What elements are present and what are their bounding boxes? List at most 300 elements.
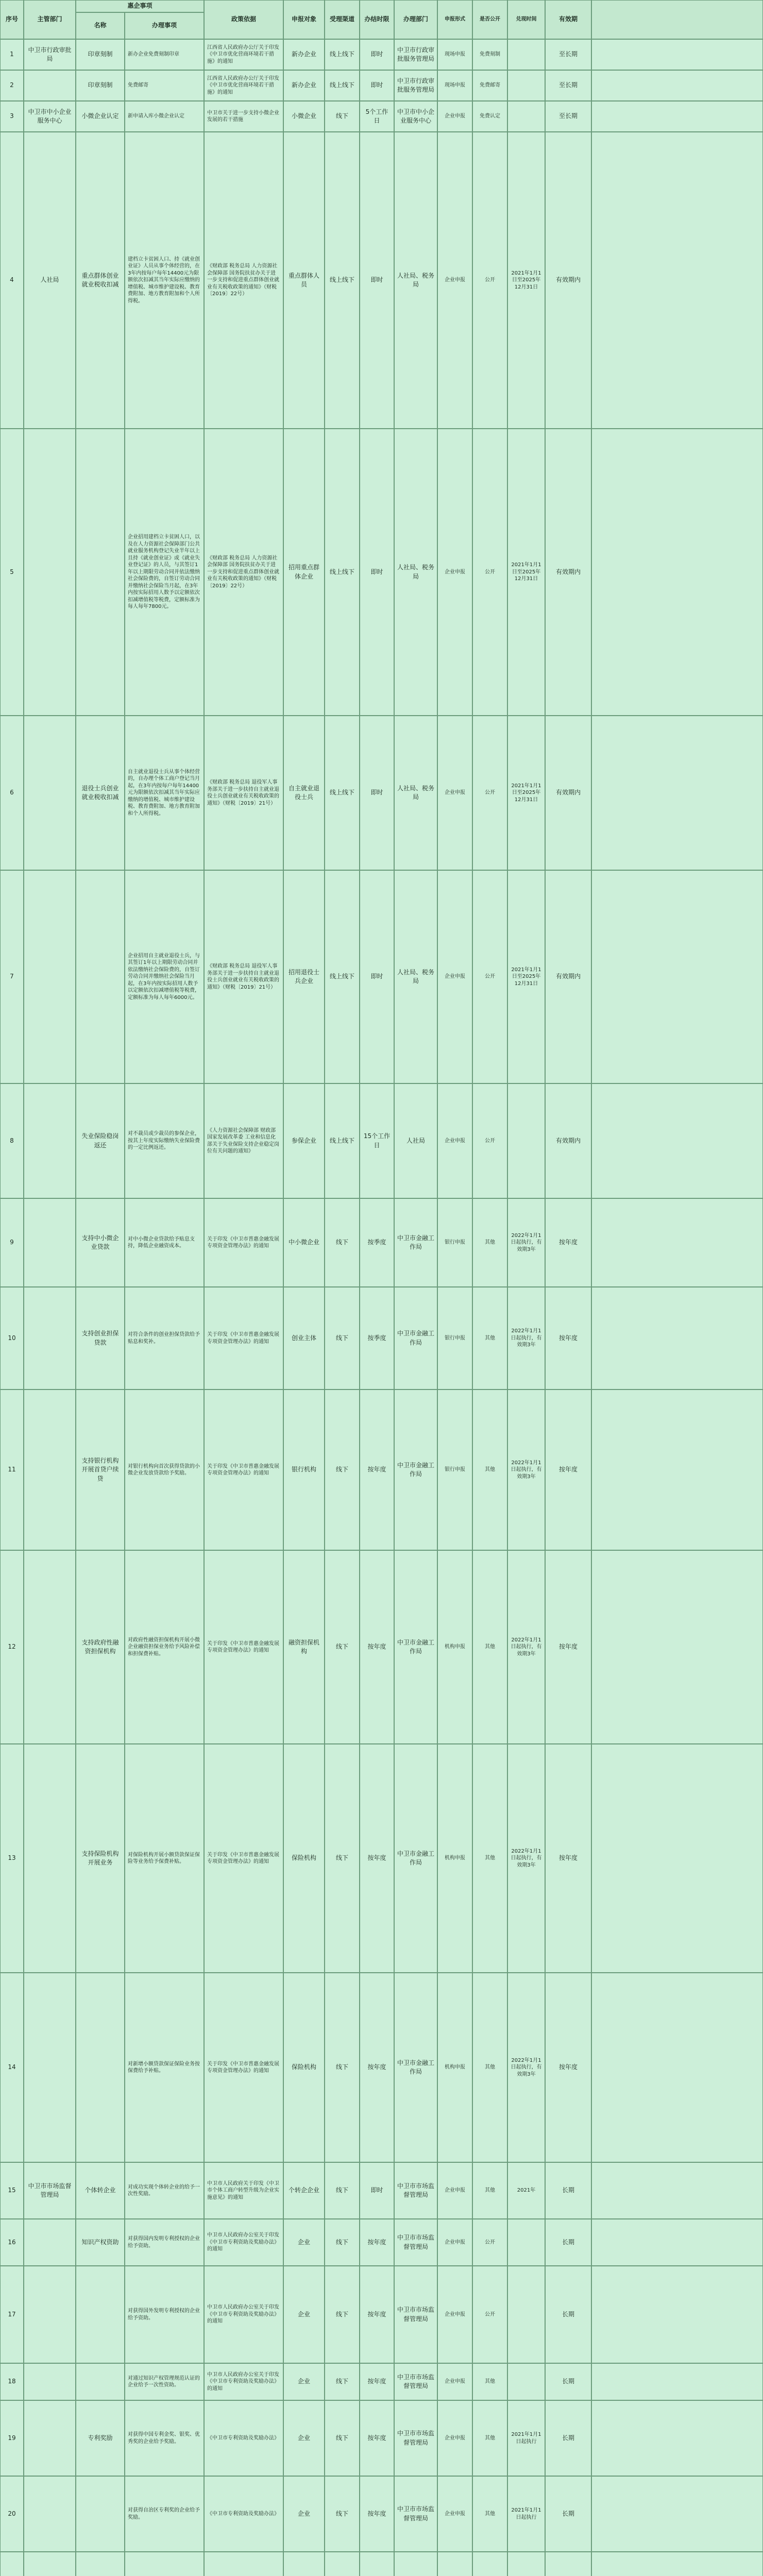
row-16-channel: 线下	[325, 2219, 360, 2266]
row-16-year	[507, 2219, 545, 2266]
row-7-channel: 线上线下	[325, 870, 360, 1083]
row-18-name	[76, 2363, 125, 2400]
row-13-validity: 按年度	[545, 1744, 591, 1973]
row-9-extra	[591, 1198, 763, 1287]
row-11-mode: 银行申报	[437, 1389, 472, 1550]
row-18-content: 对通过知识产权管理规范认证的企业给予一次性资助。	[125, 2363, 204, 2400]
row-2-content: 免费邮寄	[125, 70, 204, 101]
row-1-basis: 江西省人民政府办公厅关于印发《中卫市优化营商环境若干措施》的通知	[204, 39, 283, 70]
row-3-time: 5个工作日	[360, 101, 394, 132]
row-14-content: 对新增小额贷款保证保险业务按保费给予补贴。	[125, 1973, 204, 2162]
row-13-dept	[24, 1744, 76, 1973]
row-16-validity: 长期	[545, 2219, 591, 2266]
row-2-object: 新办企业	[283, 70, 325, 101]
row-21-mode	[437, 2552, 472, 2576]
row-9-object: 中小微企业	[283, 1198, 325, 1287]
row-17-mode: 企业申报	[437, 2266, 472, 2363]
row-18-seq: 18	[0, 2363, 24, 2400]
row-2-extra	[591, 70, 763, 101]
row-11-time: 按年度	[360, 1389, 394, 1550]
row-6-object: 自主就业退役士兵	[283, 716, 325, 870]
row-11-status: 其他	[472, 1389, 507, 1550]
row-4-basis: 《财政部 税务总局 人力资源社会保障部 国务院扶贫办关于进一步支持和促进重点群体创业就业有关税收政策的通知》（财税〔2019〕22号）	[204, 132, 283, 429]
row-19-year: 2021年1月1日起执行	[507, 2400, 545, 2476]
row-3-channel: 线下	[325, 101, 360, 132]
row-15-basis: 中卫市人民政府关于印发《中卫市个体工商户转型升级为企业实施意见》的通知	[204, 2162, 283, 2219]
row-18-handler: 中卫市市场监督管理局	[394, 2363, 437, 2400]
row-15-dept: 中卫市市场监督管理局	[24, 2162, 76, 2219]
row-18-basis: 中卫市人民政府办公室关于印发《中卫市专利资助及奖励办法》的通知	[204, 2363, 283, 2400]
row-9-dept	[24, 1198, 76, 1287]
row-7-mode: 企业申报	[437, 870, 472, 1083]
row-4-mode: 企业申报	[437, 132, 472, 429]
row-3-name: 小微企业认定	[76, 101, 125, 132]
header-dept: 主管部门	[24, 0, 76, 39]
row-2-mode: 现场申报	[437, 70, 472, 101]
row-14-time: 按年度	[360, 1973, 394, 2162]
row-15-time: 即时	[360, 2162, 394, 2219]
row-1-mode: 现场申报	[437, 39, 472, 70]
row-10-extra	[591, 1287, 763, 1389]
row-15-mode: 企业申报	[437, 2162, 472, 2219]
header-year: 兑现时间	[507, 0, 545, 39]
row-5-mode: 企业申报	[437, 429, 472, 716]
row-10-handler: 中卫市金融工作局	[394, 1287, 437, 1389]
header-seq: 序号	[0, 0, 24, 39]
row-5-time: 即时	[360, 429, 394, 716]
row-12-time: 按年度	[360, 1550, 394, 1744]
row-12-extra	[591, 1550, 763, 1744]
row-4-name: 重点群体创业就业税收扣减	[76, 132, 125, 429]
row-14-basis: 关于印发《中卫市普惠金融发展专项资金管理办法》的通知	[204, 1973, 283, 2162]
row-14-mode: 机构申报	[437, 1973, 472, 2162]
row-11-validity: 按年度	[545, 1389, 591, 1550]
row-1-dept: 中卫市行政审批局	[24, 39, 76, 70]
row-20-channel: 线下	[325, 2476, 360, 2552]
row-4-time: 即时	[360, 132, 394, 429]
row-3-mode: 企业申报	[437, 101, 472, 132]
row-16-basis: 中卫市人民政府办公室关于印发《中卫市专利资助及奖励办法》的通知	[204, 2219, 283, 2266]
row-21-validity	[545, 2552, 591, 2576]
row-17-extra	[591, 2266, 763, 2363]
row-16-name: 知识产权资助	[76, 2219, 125, 2266]
row-6-name: 退役士兵创业就业税收扣减	[76, 716, 125, 870]
row-2-handler: 中卫市行政审批服务管理局	[394, 70, 437, 101]
row-15-name: 个体转企业	[76, 2162, 125, 2219]
row-17-dept	[24, 2266, 76, 2363]
row-9-content: 对中小微企业贷款给予贴息支持，降低企业融资成本。	[125, 1198, 204, 1287]
row-18-mode: 企业申报	[437, 2363, 472, 2400]
row-9-seq: 9	[0, 1198, 24, 1287]
row-16-seq: 16	[0, 2219, 24, 2266]
row-20-basis: 《中卫市专利资助及奖励办法》	[204, 2476, 283, 2552]
row-17-basis: 中卫市人民政府办公室关于印发《中卫市专利资助及奖励办法》的通知	[204, 2266, 283, 2363]
row-8-status: 公开	[472, 1083, 507, 1198]
row-4-channel: 线上线下	[325, 132, 360, 429]
row-16-status: 公开	[472, 2219, 507, 2266]
row-12-status: 其他	[472, 1550, 507, 1744]
row-13-time: 按年度	[360, 1744, 394, 1973]
row-5-channel: 线上线下	[325, 429, 360, 716]
row-12-seq: 12	[0, 1550, 24, 1744]
row-6-content: 自主就业退役士兵从事个体经营的，自办理个体工商户登记当月起，在3年内按每户每年14400元为限额依次扣减其当年实际应缴纳的增值税、城市维护建设税、教育费附加、地方教育附加和个人所得税。	[125, 716, 204, 870]
row-11-object: 银行机构	[283, 1389, 325, 1550]
row-3-seq: 3	[0, 101, 24, 132]
row-16-mode: 企业申报	[437, 2219, 472, 2266]
row-6-channel: 线上线下	[325, 716, 360, 870]
row-21-time	[360, 2552, 394, 2576]
row-5-object: 招用重点群体企业	[283, 429, 325, 716]
row-16-content: 对获得国内发明专利授权的企业给予资助。	[125, 2219, 204, 2266]
row-7-object: 招用退役士兵企业	[283, 870, 325, 1083]
row-9-name: 支持中小微企业贷款	[76, 1198, 125, 1287]
row-19-content: 对获得中国专利金奖、银奖、优秀奖的企业给予奖励。	[125, 2400, 204, 2476]
row-10-year: 2022年1月1日起执行，有效期3年	[507, 1287, 545, 1389]
row-11-content: 对银行机构向首次获得贷款的小微企业发放贷款给予奖励。	[125, 1389, 204, 1550]
row-19-mode: 企业申报	[437, 2400, 472, 2476]
row-19-extra	[591, 2400, 763, 2476]
row-1-year	[507, 39, 545, 70]
row-13-object: 保险机构	[283, 1744, 325, 1973]
row-14-channel: 线下	[325, 1973, 360, 2162]
row-20-seq: 20	[0, 2476, 24, 2552]
row-12-validity: 按年度	[545, 1550, 591, 1744]
row-8-channel: 线上线下	[325, 1083, 360, 1198]
row-10-time: 按季度	[360, 1287, 394, 1389]
row-20-validity: 长期	[545, 2476, 591, 2552]
row-21-seq	[0, 2552, 24, 2576]
row-21-object	[283, 2552, 325, 2576]
header-sub-content: 办理事项	[125, 12, 204, 39]
row-8-handler: 人社局	[394, 1083, 437, 1198]
row-11-name: 支持银行机构开展首贷户续贷	[76, 1389, 125, 1550]
row-1-extra	[591, 39, 763, 70]
row-2-basis: 江西省人民政府办公厅关于印发《中卫市优化营商环境若干措施》的通知	[204, 70, 283, 101]
row-14-validity: 按年度	[545, 1973, 591, 2162]
row-14-year: 2022年1月1日起执行，有效期3年	[507, 1973, 545, 2162]
row-11-channel: 线下	[325, 1389, 360, 1550]
row-19-channel: 线下	[325, 2400, 360, 2476]
row-16-object: 企业	[283, 2219, 325, 2266]
header-handler: 办理部门	[394, 0, 437, 39]
row-4-validity: 有效期内	[545, 132, 591, 429]
row-12-basis: 关于印发《中卫市普惠金融发展专项资金管理办法》的通知	[204, 1550, 283, 1744]
row-8-validity: 有效期内	[545, 1083, 591, 1198]
row-21-extra	[591, 2552, 763, 2576]
row-17-object: 企业	[283, 2266, 325, 2363]
row-5-basis: 《财政部 税务总局 人力资源社会保障部 国务院扶贫办关于进一步支持和促进重点群体创业就业有关税收政策的通知》（财税〔2019〕22号）	[204, 429, 283, 716]
row-10-content: 对符合条件的创业担保贷款给予贴息和奖补。	[125, 1287, 204, 1389]
row-14-name	[76, 1973, 125, 2162]
row-10-seq: 10	[0, 1287, 24, 1389]
row-17-name	[76, 2266, 125, 2363]
row-5-name	[76, 429, 125, 716]
row-13-extra	[591, 1744, 763, 1973]
row-18-channel: 线下	[325, 2363, 360, 2400]
row-5-content: 企业招用建档立卡贫困人口，以及在人力资源社会保障部门公共就业服务机构登记失业半年以上且持《就业创业证》或《就业失业登记证》的人员，与其签订1年以上期限劳动合同并依法缴纳社会保险费的，自签订劳动合同并缴纳社会保险当月起，在3年内按实际招用人数予以定额依次扣减增值税等税费，定额标准为每人每年7800元。	[125, 429, 204, 716]
row-18-object: 企业	[283, 2363, 325, 2400]
row-15-status: 其他	[472, 2162, 507, 2219]
row-9-channel: 线下	[325, 1198, 360, 1287]
row-15-channel: 线下	[325, 2162, 360, 2219]
row-7-year: 2021年1月1日至2025年12月31日	[507, 870, 545, 1083]
row-6-handler: 人社局、税务局	[394, 716, 437, 870]
row-6-validity: 有效期内	[545, 716, 591, 870]
row-20-extra	[591, 2476, 763, 2552]
row-9-basis: 关于印发《中卫市普惠金融发展专项资金管理办法》的通知	[204, 1198, 283, 1287]
row-7-dept	[24, 870, 76, 1083]
row-10-mode: 银行申报	[437, 1287, 472, 1389]
row-18-year	[507, 2363, 545, 2400]
row-7-name	[76, 870, 125, 1083]
row-8-time: 15个工作日	[360, 1083, 394, 1198]
row-13-name: 支持保险机构开展业务	[76, 1744, 125, 1973]
row-6-seq: 6	[0, 716, 24, 870]
row-16-dept	[24, 2219, 76, 2266]
row-8-content: 对不裁员或少裁员的参保企业，按其上年度实际缴纳失业保险费的一定比例返还。	[125, 1083, 204, 1198]
row-16-extra	[591, 2219, 763, 2266]
row-19-seq: 19	[0, 2400, 24, 2476]
row-1-handler: 中卫市行政审批服务管理局	[394, 39, 437, 70]
row-20-status: 其他	[472, 2476, 507, 2552]
row-1-status: 免费刻制	[472, 39, 507, 70]
row-9-time: 按季度	[360, 1198, 394, 1287]
row-21-year	[507, 2552, 545, 2576]
row-11-seq: 11	[0, 1389, 24, 1550]
row-15-year: 2021年	[507, 2162, 545, 2219]
row-1-name: 印章刻制	[76, 39, 125, 70]
row-7-content: 企业招用自主就业退役士兵，与其签订1年以上期限劳动合同并依法缴纳社会保险费的，自签订劳动合同并缴纳社会保险当月起，在3年内按实际招用人数予以定额依次扣减增值税等税费，定额标准为每人每年6000元。	[125, 870, 204, 1083]
row-13-mode: 机构申报	[437, 1744, 472, 1973]
row-12-year: 2022年1月1日起执行，有效期3年	[507, 1550, 545, 1744]
row-17-content: 对获得国外发明专利授权的企业给予资助。	[125, 2266, 204, 2363]
row-13-basis: 关于印发《中卫市普惠金融发展专项资金管理办法》的通知	[204, 1744, 283, 1973]
row-18-time: 按年度	[360, 2363, 394, 2400]
row-20-mode: 企业申报	[437, 2476, 472, 2552]
row-11-basis: 关于印发《中卫市普惠金融发展专项资金管理办法》的通知	[204, 1389, 283, 1550]
row-5-extra	[591, 429, 763, 716]
header-extra	[591, 0, 763, 39]
row-6-time: 即时	[360, 716, 394, 870]
row-7-validity: 有效期内	[545, 870, 591, 1083]
row-5-status: 公开	[472, 429, 507, 716]
header-channel: 受理渠道	[325, 0, 360, 39]
row-20-object: 企业	[283, 2476, 325, 2552]
row-11-year: 2022年1月1日起执行，有效期3年	[507, 1389, 545, 1550]
row-4-dept: 人社局	[24, 132, 76, 429]
row-15-validity: 长期	[545, 2162, 591, 2219]
header-time: 办结时限	[360, 0, 394, 39]
row-13-year: 2022年1月1日起执行，有效期3年	[507, 1744, 545, 1973]
row-21-channel	[325, 2552, 360, 2576]
header-status: 是否公开	[472, 0, 507, 39]
row-4-extra	[591, 132, 763, 429]
row-3-object: 小微企业	[283, 101, 325, 132]
row-9-handler: 中卫市金融工作局	[394, 1198, 437, 1287]
row-7-extra	[591, 870, 763, 1083]
row-19-handler: 中卫市市场监督管理局	[394, 2400, 437, 2476]
header-object: 申报对象	[283, 0, 325, 39]
row-12-object: 融资担保机构	[283, 1550, 325, 1744]
row-21-dept	[24, 2552, 76, 2576]
row-12-channel: 线下	[325, 1550, 360, 1744]
row-13-handler: 中卫市金融工作局	[394, 1744, 437, 1973]
row-20-handler: 中卫市市场监督管理局	[394, 2476, 437, 2552]
row-16-time: 按年度	[360, 2219, 394, 2266]
row-20-year: 2021年1月1日起执行	[507, 2476, 545, 2552]
row-3-status: 免费认定	[472, 101, 507, 132]
row-10-channel: 线下	[325, 1287, 360, 1389]
row-3-basis: 中卫市关于进一步支持小微企业发展的若干措施	[204, 101, 283, 132]
row-1-time: 即时	[360, 39, 394, 70]
row-10-basis: 关于印发《中卫市普惠金融发展专项资金管理办法》的通知	[204, 1287, 283, 1389]
row-15-seq: 15	[0, 2162, 24, 2219]
row-20-name	[76, 2476, 125, 2552]
row-17-seq: 17	[0, 2266, 24, 2363]
row-5-dept	[24, 429, 76, 716]
row-10-dept	[24, 1287, 76, 1389]
row-14-handler: 中卫市金融工作局	[394, 1973, 437, 2162]
row-19-object: 企业	[283, 2400, 325, 2476]
row-21-handler	[394, 2552, 437, 2576]
row-1-validity: 至长期	[545, 39, 591, 70]
row-6-basis: 《财政部 税务总局 退役军人事务部关于进一步扶持自主就业退役士兵创业就业有关税收政策的通知》（财税〔2019〕21号）	[204, 716, 283, 870]
header-mode: 申报形式	[437, 0, 472, 39]
row-2-name: 印章刻制	[76, 70, 125, 101]
row-21-content	[125, 2552, 204, 2576]
row-14-dept	[24, 1973, 76, 2162]
row-12-dept	[24, 1550, 76, 1744]
row-17-status: 公开	[472, 2266, 507, 2363]
row-8-year	[507, 1083, 545, 1198]
row-4-object: 重点群体人员	[283, 132, 325, 429]
row-14-object: 保险机构	[283, 1973, 325, 2162]
row-9-mode: 银行申报	[437, 1198, 472, 1287]
row-3-dept: 中卫市中小企业服务中心	[24, 101, 76, 132]
row-8-basis: 《人力资源社会保障部 财政部 国家发展改革委 工业和信息化部关于失业保险支持企业稳定岗位有关问题的通知》	[204, 1083, 283, 1198]
row-11-dept	[24, 1389, 76, 1550]
row-17-year	[507, 2266, 545, 2363]
row-6-status: 公开	[472, 716, 507, 870]
row-6-dept	[24, 716, 76, 870]
row-19-basis: 《中卫市专利资助及奖励办法》	[204, 2400, 283, 2476]
row-8-name: 失业保险稳岗返还	[76, 1083, 125, 1198]
row-13-status: 其他	[472, 1744, 507, 1973]
row-2-channel: 线上线下	[325, 70, 360, 101]
row-10-object: 创业主体	[283, 1287, 325, 1389]
row-8-extra	[591, 1083, 763, 1198]
row-18-status: 其他	[472, 2363, 507, 2400]
row-19-time: 按年度	[360, 2400, 394, 2476]
row-5-handler: 人社局、税务局	[394, 429, 437, 716]
row-8-mode: 企业申报	[437, 1083, 472, 1198]
row-17-validity: 长期	[545, 2266, 591, 2363]
row-14-extra	[591, 1973, 763, 2162]
row-17-handler: 中卫市市场监督管理局	[394, 2266, 437, 2363]
row-2-dept	[24, 70, 76, 101]
row-5-seq: 5	[0, 429, 24, 716]
row-10-validity: 按年度	[545, 1287, 591, 1389]
row-15-content: 对成功实现个体转企业的给予一次性奖励。	[125, 2162, 204, 2219]
row-6-mode: 企业申报	[437, 716, 472, 870]
row-19-validity: 长期	[545, 2400, 591, 2476]
row-8-dept	[24, 1083, 76, 1198]
row-2-validity: 至长期	[545, 70, 591, 101]
row-6-extra	[591, 716, 763, 870]
row-3-extra	[591, 101, 763, 132]
row-9-status: 其他	[472, 1198, 507, 1287]
row-19-name: 专利奖励	[76, 2400, 125, 2476]
row-2-seq: 2	[0, 70, 24, 101]
row-9-validity: 按年度	[545, 1198, 591, 1287]
row-21-basis	[204, 2552, 283, 2576]
row-18-validity: 长期	[545, 2363, 591, 2400]
row-19-dept	[24, 2400, 76, 2476]
row-7-basis: 《财政部 税务总局 退役军人事务部关于进一步扶持自主就业退役士兵创业就业有关税收政策的通知》（财税〔2019〕21号）	[204, 870, 283, 1083]
row-3-content: 新申请入库小微企业认定	[125, 101, 204, 132]
row-1-content: 新办企业免费刻制印章	[125, 39, 204, 70]
row-6-year: 2021年1月1日至2025年12月31日	[507, 716, 545, 870]
row-20-time: 按年度	[360, 2476, 394, 2552]
row-3-handler: 中卫市中小企业服务中心	[394, 101, 437, 132]
row-7-status: 公开	[472, 870, 507, 1083]
row-2-time: 即时	[360, 70, 394, 101]
row-12-content: 对政府性融资担保机构开展小微企业融资担保业务给予风险补偿和担保费补贴。	[125, 1550, 204, 1744]
row-10-name: 支持创业担保贷款	[76, 1287, 125, 1389]
row-16-handler: 中卫市市场监督管理局	[394, 2219, 437, 2266]
row-9-year: 2022年1月1日起执行，有效期3年	[507, 1198, 545, 1287]
row-15-extra	[591, 2162, 763, 2219]
row-12-name: 支持政府性融资担保机构	[76, 1550, 125, 1744]
row-2-status: 免费邮寄	[472, 70, 507, 101]
row-13-seq: 13	[0, 1744, 24, 1973]
row-13-channel: 线下	[325, 1744, 360, 1973]
row-15-object: 个转企企业	[283, 2162, 325, 2219]
header-sub-name: 名称	[76, 12, 125, 39]
row-13-content: 对保险机构开展小额贷款保证保险等业务给予保费补贴。	[125, 1744, 204, 1973]
row-14-seq: 14	[0, 1973, 24, 2162]
row-14-status: 其他	[472, 1973, 507, 2162]
row-4-handler: 人社局、税务局	[394, 132, 437, 429]
row-4-seq: 4	[0, 132, 24, 429]
row-7-handler: 人社局、税务局	[394, 870, 437, 1083]
row-21-status	[472, 2552, 507, 2576]
row-11-handler: 中卫市金融工作局	[394, 1389, 437, 1550]
row-3-validity: 至长期	[545, 101, 591, 132]
header-validity: 有效期	[545, 0, 591, 39]
header-basis: 政策依据	[204, 0, 283, 39]
row-11-extra	[591, 1389, 763, 1550]
row-21-name	[76, 2552, 125, 2576]
row-19-status: 其他	[472, 2400, 507, 2476]
row-4-status: 公开	[472, 132, 507, 429]
row-1-object: 新办企业	[283, 39, 325, 70]
row-12-handler: 中卫市金融工作局	[394, 1550, 437, 1744]
row-1-channel: 线上线下	[325, 39, 360, 70]
row-3-year	[507, 101, 545, 132]
row-18-extra	[591, 2363, 763, 2400]
row-17-channel: 线下	[325, 2266, 360, 2363]
row-12-mode: 机构申报	[437, 1550, 472, 1744]
row-4-year: 2021年1月1日至2025年12月31日	[507, 132, 545, 429]
row-4-content: 建档立卡贫困人口、持《就业创业证》人员从事个体经营的，在3年内按每户每年14400元为限额依次扣减其当年实际应缴纳的增值税、城市维护建设税、教育费附加、地方教育附加和个人所得税。	[125, 132, 204, 429]
row-5-validity: 有效期内	[545, 429, 591, 716]
row-18-dept	[24, 2363, 76, 2400]
row-8-object: 参保企业	[283, 1083, 325, 1198]
row-2-year	[507, 70, 545, 101]
row-8-seq: 8	[0, 1083, 24, 1198]
row-5-year: 2021年1月1日至2025年12月31日	[507, 429, 545, 716]
